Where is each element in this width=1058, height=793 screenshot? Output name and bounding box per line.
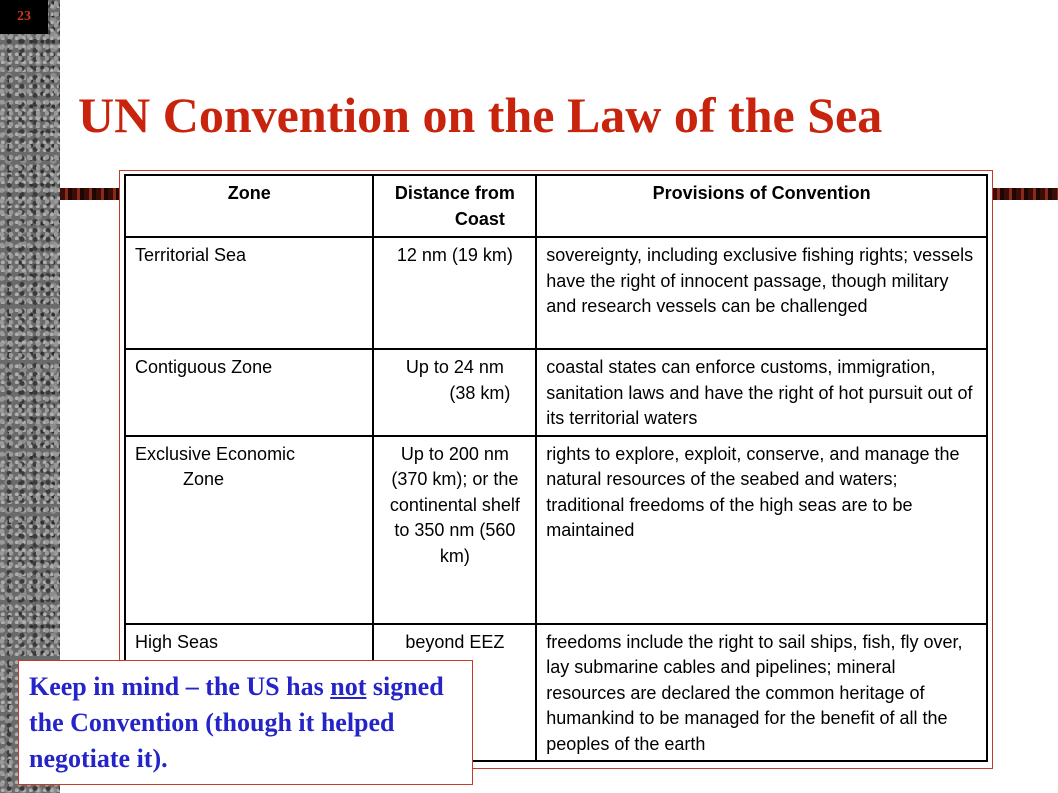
distance-line1: Up to 24 nm — [405, 357, 504, 377]
note-text-before: Keep in mind – the US has — [29, 672, 331, 701]
zone-cell: Contiguous Zone — [125, 349, 373, 436]
us-note-box — [18, 660, 473, 785]
note-text-after: signed the Convention (though it helped negotiate it). — [29, 672, 444, 773]
zone-cell: High Seas — [125, 624, 373, 762]
zone-line2: Zone — [183, 469, 225, 489]
note-emphasis: not — [330, 672, 367, 701]
distance-cell: 12 nm (19 km) — [373, 237, 536, 349]
provisions-cell: freedoms include the right to sail ships, fish, fly over, lay submarine cables and pipelines; mineral resources are declared the common heritage of humankind to be managed for the benefit of all the peoples of the earth — [536, 624, 987, 762]
header-distance — [373, 175, 536, 237]
decorative-strip-left — [60, 188, 124, 200]
table-row — [125, 436, 987, 624]
provisions-cell: rights to explore, exploit, conserve, and manage the natural resources of the seabed and waters; traditional freedoms of the high seas are to be maintained — [536, 436, 987, 624]
header-distance-line2: Coast — [454, 208, 505, 229]
zone-line1: Exclusive Economic — [135, 443, 296, 464]
decorative-strip-right — [992, 188, 1058, 200]
table-header-row — [125, 175, 987, 237]
distance-line2: (38 km) — [449, 382, 511, 403]
distance-cell — [373, 349, 536, 436]
header-distance-line1: Distance from — [394, 183, 515, 203]
table-row — [125, 349, 987, 436]
slide-title: UN Convention on the Law of the Sea — [78, 87, 883, 143]
distance-cell: Up to 200 nm (370 km); or the continental shelf to 350 nm (560 km) — [373, 436, 536, 624]
zone-cell: Territorial Sea — [125, 237, 373, 349]
slide-number: 23 — [0, 0, 48, 34]
header-zone: Zone — [125, 175, 373, 237]
distance-cell: beyond EEZ — [373, 624, 536, 762]
provisions-cell: coastal states can enforce customs, immigration, sanitation laws and have the right of hot pursuit out of its territorial waters — [536, 349, 987, 436]
table-row — [125, 237, 987, 349]
provisions-cell: sovereignty, including exclusive fishing rights; vessels have the right of innocent passage, though military and research vessels can be challenged — [536, 237, 987, 349]
header-provisions: Provisions of Convention — [536, 175, 987, 237]
zone-cell — [125, 436, 373, 624]
